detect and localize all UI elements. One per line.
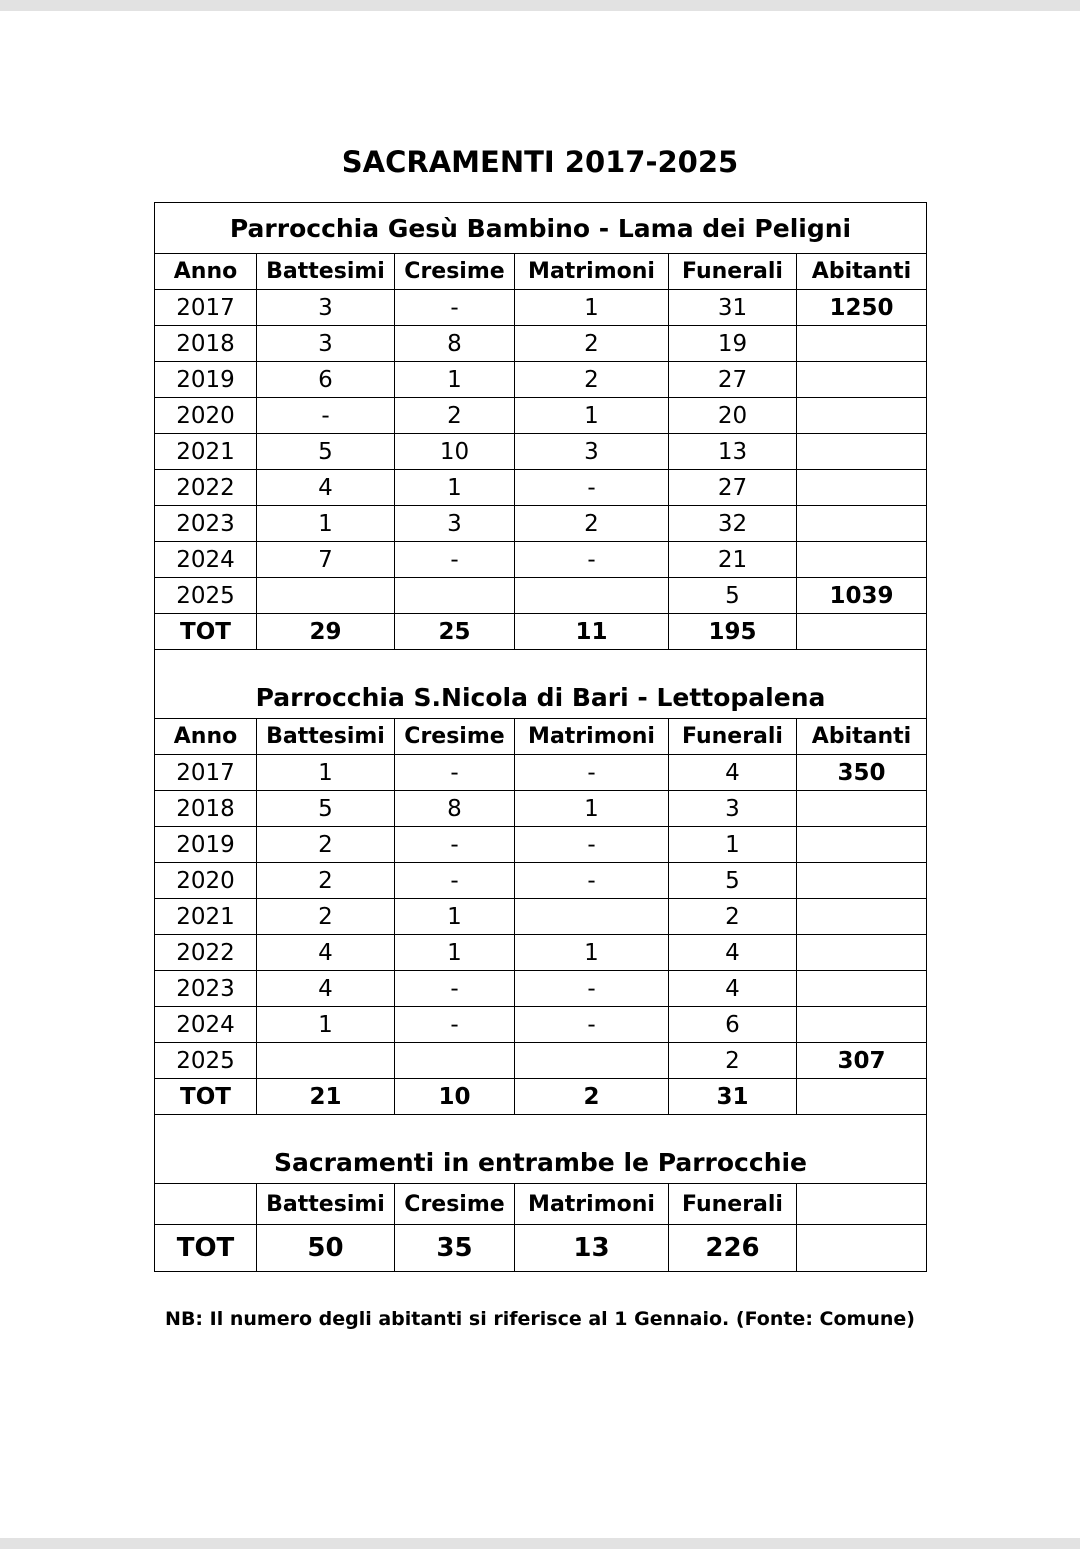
- table-cell: 4: [257, 935, 395, 971]
- table-cell: Abitanti: [797, 254, 927, 290]
- summary-total-row: [155, 1225, 927, 1272]
- table-cell: 27: [669, 362, 797, 398]
- table-cell: 1: [395, 899, 515, 935]
- table-row: [155, 899, 927, 935]
- table-cell: 4: [669, 935, 797, 971]
- table-cell: 2020: [155, 863, 257, 899]
- table-row: [155, 578, 927, 614]
- table-cell: Battesimi: [257, 254, 395, 290]
- table-cell: 2: [257, 863, 395, 899]
- column-header-row: [155, 254, 927, 290]
- table-cell: 3: [395, 506, 515, 542]
- table-cell: [797, 971, 927, 1007]
- table-cell: [797, 614, 927, 650]
- table-cell: [797, 470, 927, 506]
- table-cell: 11: [515, 614, 669, 650]
- table-cell: 5: [257, 434, 395, 470]
- table-cell: Abitanti: [797, 719, 927, 755]
- table-cell: -: [395, 542, 515, 578]
- table-cell: 350: [797, 755, 927, 791]
- table-cell: [797, 362, 927, 398]
- table-cell: 2023: [155, 506, 257, 542]
- table-cell: [797, 791, 927, 827]
- table-cell: 1: [395, 470, 515, 506]
- table-cell: [797, 1079, 927, 1115]
- table-cell: [155, 1184, 257, 1225]
- table-cell: 2: [515, 362, 669, 398]
- total-row: [155, 1079, 927, 1115]
- table-row: [155, 506, 927, 542]
- table-cell: [797, 899, 927, 935]
- table-cell: -: [515, 863, 669, 899]
- table-cell: 7: [257, 542, 395, 578]
- table-cell: 8: [395, 791, 515, 827]
- table-cell: Cresime: [395, 254, 515, 290]
- table-cell: 27: [669, 470, 797, 506]
- table-cell: TOT: [155, 1079, 257, 1115]
- table-cell: Funerali: [669, 719, 797, 755]
- table-cell: 1: [257, 506, 395, 542]
- table-cell: 226: [669, 1225, 797, 1272]
- table-cell: 1: [515, 290, 669, 326]
- table-cell: 35: [395, 1225, 515, 1272]
- table-cell: 2: [669, 899, 797, 935]
- table-cell: 307: [797, 1043, 927, 1079]
- table-row: [155, 470, 927, 506]
- table-cell: Matrimoni: [515, 254, 669, 290]
- table-row: [155, 362, 927, 398]
- table-cell: TOT: [155, 614, 257, 650]
- table-cell: -: [395, 755, 515, 791]
- table-cell: -: [515, 755, 669, 791]
- table-cell: 4: [257, 470, 395, 506]
- table-cell: 2022: [155, 470, 257, 506]
- table-cell: 2025: [155, 578, 257, 614]
- table-cell: [797, 1184, 927, 1225]
- table-cell: 3: [257, 290, 395, 326]
- table-cell: Matrimoni: [515, 1184, 669, 1225]
- summary-header-title: Sacramenti in entrambe le Parrocchie: [155, 1115, 927, 1184]
- table-cell: Cresime: [395, 1184, 515, 1225]
- table-cell: [797, 542, 927, 578]
- table-cell: -: [395, 863, 515, 899]
- summary-header: [155, 1115, 927, 1184]
- table-cell: [797, 434, 927, 470]
- table-cell: 1: [395, 362, 515, 398]
- table-cell: Anno: [155, 254, 257, 290]
- table-cell: -: [395, 827, 515, 863]
- table-cell: 4: [257, 971, 395, 1007]
- table-cell: 1: [515, 398, 669, 434]
- parish-header-title: Parrocchia S.Nicola di Bari - Lettopalena: [155, 650, 927, 719]
- table-cell: 29: [257, 614, 395, 650]
- total-row: [155, 614, 927, 650]
- parish-header-title: Parrocchia Gesù Bambino - Lama dei Peligni: [155, 203, 927, 254]
- table-cell: [797, 827, 927, 863]
- table-cell: 50: [257, 1225, 395, 1272]
- table-cell: 2: [515, 1079, 669, 1115]
- table-cell: 2: [395, 398, 515, 434]
- table-cell: -: [515, 542, 669, 578]
- table-cell: 2024: [155, 1007, 257, 1043]
- table-cell: [395, 578, 515, 614]
- table-row: [155, 827, 927, 863]
- table-cell: 10: [395, 1079, 515, 1115]
- table-cell: Anno: [155, 719, 257, 755]
- table-cell: 1: [669, 827, 797, 863]
- table-cell: 2021: [155, 434, 257, 470]
- table-cell: 6: [669, 1007, 797, 1043]
- table-cell: 2: [669, 1043, 797, 1079]
- table-cell: 2021: [155, 899, 257, 935]
- table-cell: 2: [515, 326, 669, 362]
- table-cell: 2019: [155, 362, 257, 398]
- table-cell: -: [515, 470, 669, 506]
- table-row: [155, 326, 927, 362]
- table-cell: 2017: [155, 755, 257, 791]
- table-cell: 1: [395, 935, 515, 971]
- table-cell: [257, 1043, 395, 1079]
- table-cell: 21: [257, 1079, 395, 1115]
- table-row: [155, 791, 927, 827]
- table-cell: 2: [515, 506, 669, 542]
- table-cell: Battesimi: [257, 719, 395, 755]
- table-row: [155, 971, 927, 1007]
- table-cell: 32: [669, 506, 797, 542]
- table-cell: 2: [257, 827, 395, 863]
- parish-header: [155, 203, 927, 254]
- table-cell: -: [515, 827, 669, 863]
- table-row: [155, 1043, 927, 1079]
- table-cell: 13: [669, 434, 797, 470]
- table-cell: 8: [395, 326, 515, 362]
- table-cell: 2: [257, 899, 395, 935]
- table-row: [155, 935, 927, 971]
- table-cell: 1039: [797, 578, 927, 614]
- table-cell: Cresime: [395, 719, 515, 755]
- footnote: NB: Il numero degli abitanti si riferisce al 1 Gennaio. (Fonte: Comune): [165, 1308, 915, 1330]
- summary-column-header-row: [155, 1184, 927, 1225]
- table-cell: 21: [669, 542, 797, 578]
- table-cell: 1: [257, 755, 395, 791]
- table-cell: [797, 1007, 927, 1043]
- table-cell: 5: [669, 863, 797, 899]
- top-edge-bar: [0, 0, 1080, 11]
- table-cell: 2023: [155, 971, 257, 1007]
- table-cell: 2025: [155, 1043, 257, 1079]
- table-cell: [797, 506, 927, 542]
- table-cell: 25: [395, 614, 515, 650]
- table-cell: 1250: [797, 290, 927, 326]
- table-row: [155, 290, 927, 326]
- sacraments-table: [154, 202, 927, 1272]
- table-cell: 5: [669, 578, 797, 614]
- table-cell: [797, 1225, 927, 1272]
- table-cell: [257, 578, 395, 614]
- table-cell: 4: [669, 971, 797, 1007]
- table-cell: 2018: [155, 791, 257, 827]
- table-cell: 20: [669, 398, 797, 434]
- table-cell: -: [395, 1007, 515, 1043]
- table-cell: 19: [669, 326, 797, 362]
- table-cell: 10: [395, 434, 515, 470]
- table-cell: -: [257, 398, 395, 434]
- table-cell: 3: [669, 791, 797, 827]
- table-cell: -: [515, 1007, 669, 1043]
- table-cell: [797, 398, 927, 434]
- table-cell: [515, 899, 669, 935]
- table-cell: 2020: [155, 398, 257, 434]
- table-row: [155, 755, 927, 791]
- table-cell: 31: [669, 1079, 797, 1115]
- table-cell: 2022: [155, 935, 257, 971]
- table-cell: 195: [669, 614, 797, 650]
- table-cell: [797, 863, 927, 899]
- table-cell: 6: [257, 362, 395, 398]
- table-cell: 5: [257, 791, 395, 827]
- table-cell: [515, 1043, 669, 1079]
- table-cell: 13: [515, 1225, 669, 1272]
- table-cell: [797, 935, 927, 971]
- table-cell: -: [395, 290, 515, 326]
- table-cell: 31: [669, 290, 797, 326]
- bottom-edge-bar: [0, 1538, 1080, 1549]
- table-cell: 2018: [155, 326, 257, 362]
- table-cell: 1: [515, 935, 669, 971]
- table-cell: -: [395, 971, 515, 1007]
- table-cell: [395, 1043, 515, 1079]
- table-row: [155, 398, 927, 434]
- table-row: [155, 542, 927, 578]
- table-cell: Funerali: [669, 1184, 797, 1225]
- table-cell: 3: [515, 434, 669, 470]
- table-cell: Matrimoni: [515, 719, 669, 755]
- table-cell: 2017: [155, 290, 257, 326]
- parish-header: [155, 650, 927, 719]
- table-row: [155, 434, 927, 470]
- table-cell: 4: [669, 755, 797, 791]
- table-cell: 3: [257, 326, 395, 362]
- table-row: [155, 863, 927, 899]
- column-header-row: [155, 719, 927, 755]
- table-cell: 2019: [155, 827, 257, 863]
- table-cell: Battesimi: [257, 1184, 395, 1225]
- table-row: [155, 1007, 927, 1043]
- table-cell: [515, 578, 669, 614]
- table-cell: 2024: [155, 542, 257, 578]
- table-cell: Funerali: [669, 254, 797, 290]
- document-title: SACRAMENTI 2017-2025: [341, 145, 739, 179]
- table-cell: [797, 326, 927, 362]
- table-cell: -: [515, 971, 669, 1007]
- table-cell: TOT: [155, 1225, 257, 1272]
- table-cell: 1: [257, 1007, 395, 1043]
- table-cell: 1: [515, 791, 669, 827]
